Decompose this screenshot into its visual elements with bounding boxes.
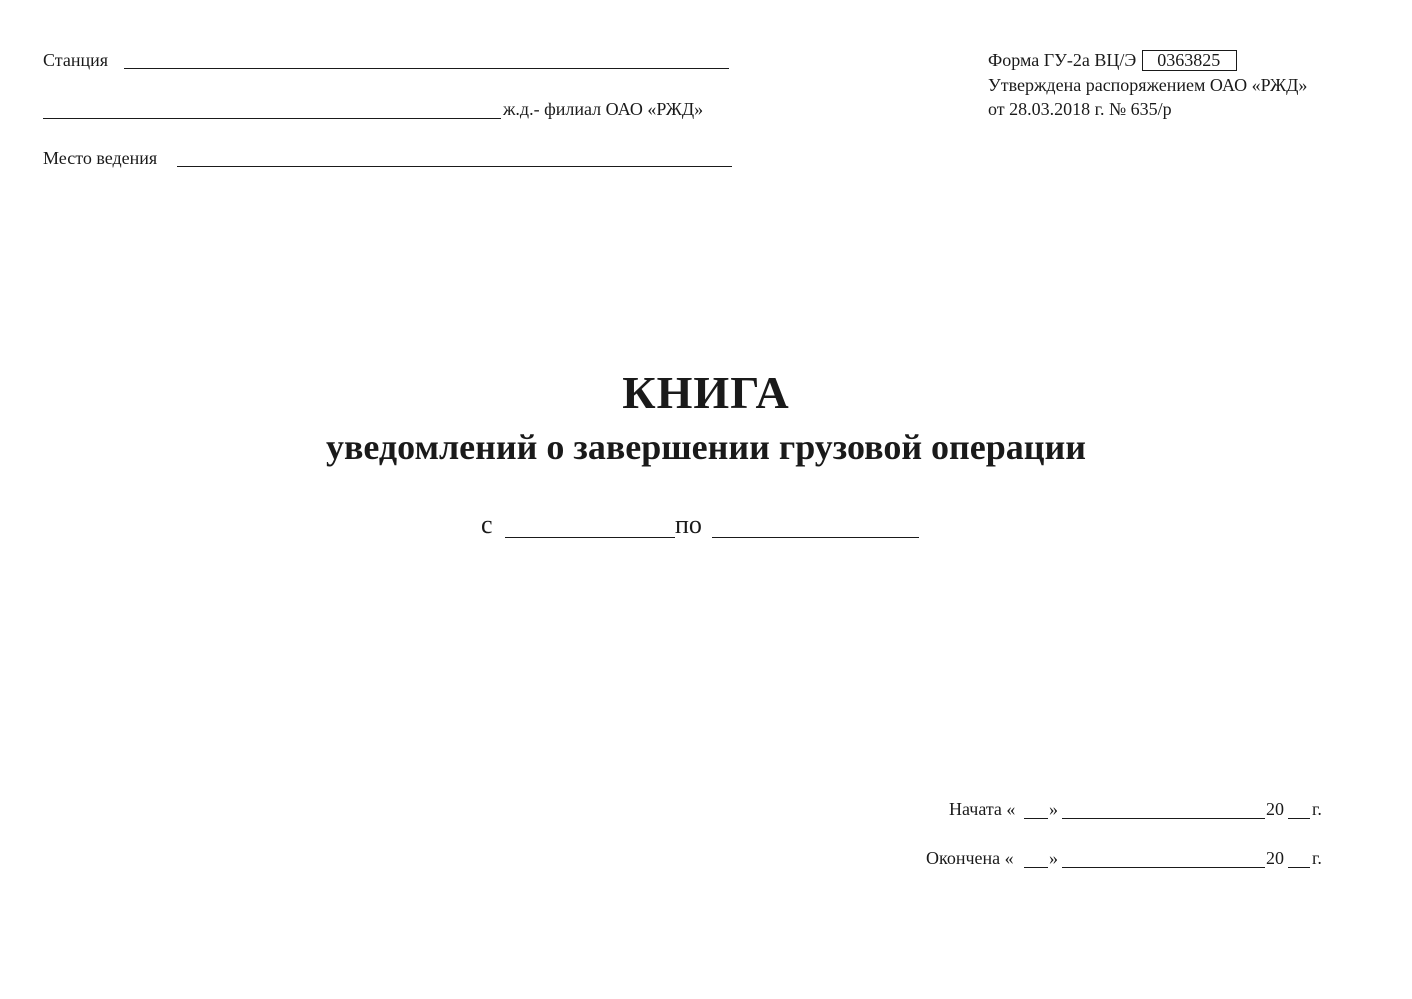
form-number-box: 0363825 (1142, 50, 1237, 71)
ended-year-prefix: 20 (1266, 848, 1284, 868)
started-day-field-line[interactable] (1024, 818, 1048, 819)
ended-month-field-line[interactable] (1062, 867, 1265, 868)
branch-suffix: ж.д.- филиал ОАО «РЖД» (503, 99, 704, 119)
started-year-suffix: г. (1312, 799, 1322, 819)
period-to-label: по (675, 510, 702, 539)
started-month-field-line[interactable] (1062, 818, 1265, 819)
ended-day-field-line[interactable] (1024, 867, 1048, 868)
form-prefix: Форма ГУ-2а ВЦ/Э (988, 50, 1137, 70)
period-from-field-line[interactable] (505, 537, 675, 538)
ended-quote-close: » (1049, 848, 1058, 868)
started-quote-close: » (1049, 799, 1058, 819)
station-label: Станция (43, 50, 109, 70)
station-field-line[interactable] (124, 68, 729, 69)
period-from-label: с (481, 510, 493, 539)
page-title: КНИГА (622, 367, 790, 418)
approved-line: Утверждена распоряжением ОАО «РЖД» (988, 75, 1308, 95)
page-subtitle: уведомлений о завершении грузовой операции (325, 427, 1087, 467)
started-year-prefix: 20 (1266, 799, 1284, 819)
place-field-line[interactable] (177, 166, 732, 167)
branch-field-line[interactable] (43, 118, 501, 119)
started-year-field-line[interactable] (1288, 818, 1310, 819)
started-label: Начата « (949, 799, 1016, 819)
place-label: Место ведения (43, 148, 158, 168)
ended-year-suffix: г. (1312, 848, 1322, 868)
ended-label: Окончена « (926, 848, 1014, 868)
period-to-field-line[interactable] (712, 537, 919, 538)
order-date-line: от 28.03.2018 г. № 635/р (988, 99, 1172, 119)
form-code (988, 50, 1237, 71)
ended-year-field-line[interactable] (1288, 867, 1310, 868)
